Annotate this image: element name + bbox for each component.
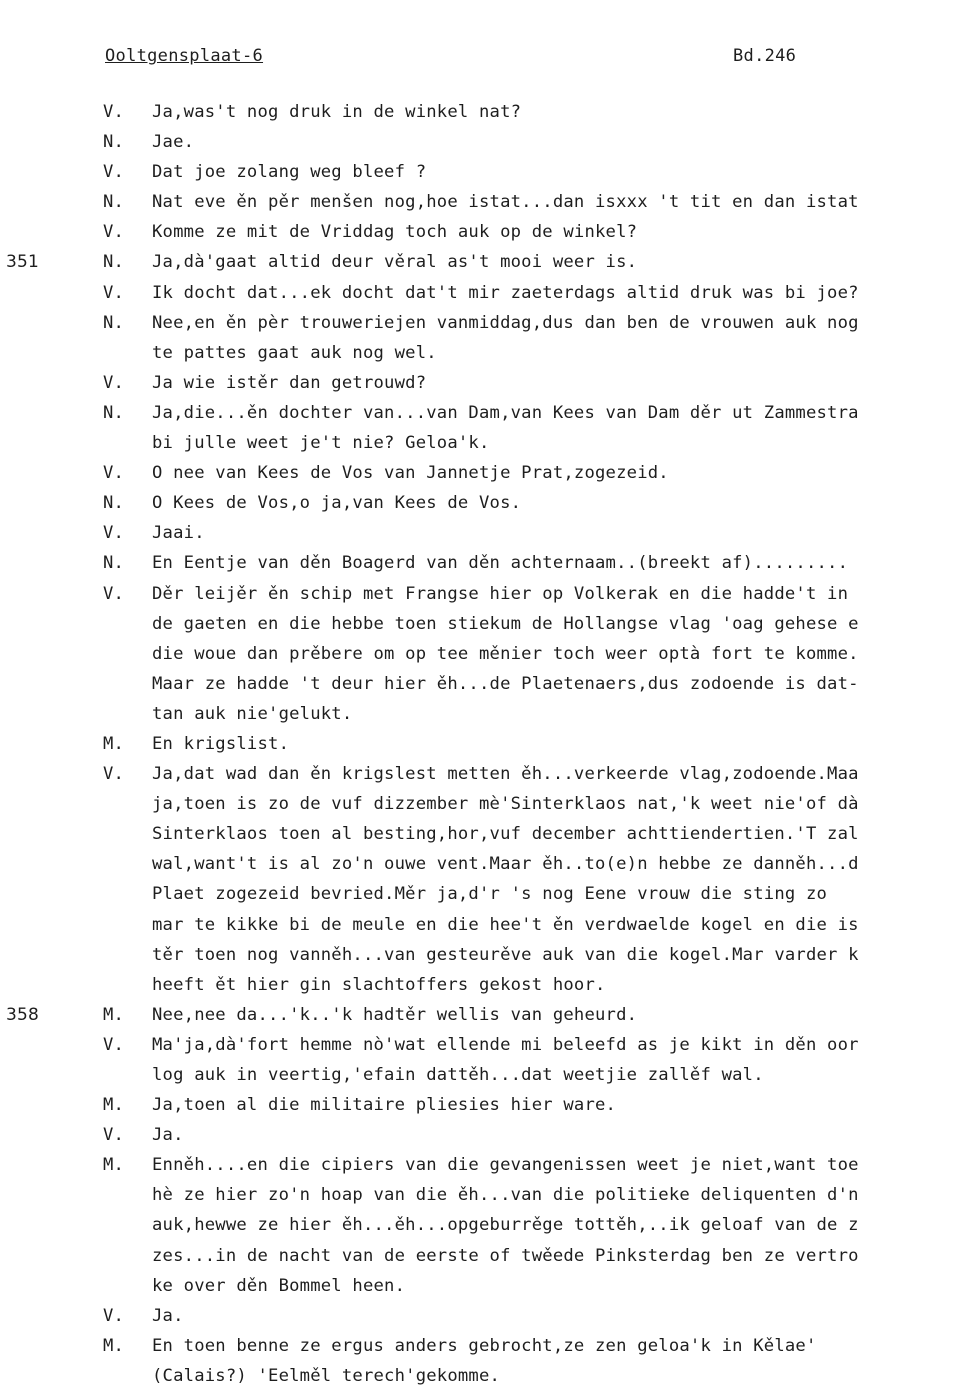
transcript-line bbox=[0, 488, 979, 518]
line-text: ja,toen is zo de vuf dizzember mè'Sinterklaos nat,'k weet nie'of dà bbox=[152, 794, 859, 815]
line-text: log auk in veertig,'efain dattěh...dat weetjie zallěf wal. bbox=[152, 1065, 764, 1085]
line-text: Děr leijěr ěn schip met Frangse hier op Volkerak en die hadde't in bbox=[152, 583, 849, 604]
transcript-line bbox=[0, 699, 979, 729]
transcript-line bbox=[0, 278, 979, 308]
transcript-line bbox=[0, 1180, 979, 1210]
transcript-line bbox=[0, 849, 979, 879]
transcript-line bbox=[0, 1060, 979, 1090]
line-text: Nat eve ěn pěr menšen nog,hoe istat...dan isxxx 't tit en dan istat bbox=[152, 192, 859, 213]
speaker-label: V. bbox=[103, 372, 125, 393]
speaker-label: V. bbox=[103, 1034, 125, 1055]
transcript-line bbox=[0, 879, 979, 909]
transcript-line bbox=[0, 1210, 979, 1240]
line-text: bi julle weet je't nie? Geloa'k. bbox=[152, 433, 490, 454]
transcript-line bbox=[0, 458, 979, 488]
line-text: Ja,toen al die militaire pliesies hier ware. bbox=[152, 1095, 617, 1116]
transcript-line bbox=[0, 157, 979, 187]
speaker-label: M. bbox=[103, 1335, 125, 1356]
transcript-line bbox=[0, 1120, 979, 1150]
line-text: Maar ze hadde 't deur hier ěh...de Plaetenaers,dus zodoende is dat- bbox=[152, 673, 859, 694]
speaker-label: M. bbox=[103, 1004, 125, 1025]
line-text: zes...in de nacht van de eerste of twěede Pinksterdag ben ze vertro bbox=[152, 1245, 859, 1266]
transcript-line bbox=[0, 759, 979, 789]
line-text: de gaeten en die hebbe toen stiekum de Hollangse vlag 'oag gehese e bbox=[152, 613, 859, 634]
transcript-line bbox=[0, 1000, 979, 1030]
transcript-line bbox=[0, 1090, 979, 1120]
line-text: Ja,die...ěn dochter van...van Dam,van Kees van Dam děr ut Zammestra bbox=[152, 402, 859, 423]
line-text: En krigslist. bbox=[152, 733, 290, 754]
line-text: tan auk nie'gelukt. bbox=[152, 703, 353, 724]
speaker-label: M. bbox=[103, 1155, 125, 1176]
transcript-line bbox=[0, 548, 979, 578]
transcript-line bbox=[0, 639, 979, 669]
document-title: Ooltgensplaat-6 bbox=[105, 46, 264, 66]
line-text: Ja wie istěr dan getrouwd? bbox=[152, 372, 427, 393]
transcript-line bbox=[0, 518, 979, 548]
speaker-label: V. bbox=[103, 1125, 125, 1146]
line-text: Plaet zogezeid bevried.Měr ja,d'r 's nog Eene vrouw die sting zo bbox=[152, 884, 828, 905]
speaker-label: M. bbox=[103, 733, 125, 754]
line-text: Ja. bbox=[152, 1125, 184, 1146]
line-text: Enněh....en die cipiers van die gevangenissen weet je niet,want toe bbox=[152, 1155, 859, 1176]
line-text: Jaai. bbox=[152, 523, 205, 544]
line-text: te pattes gaat auk nog wel. bbox=[152, 342, 437, 363]
line-text: hè ze hier zo'n hoap van die ěh...van die politieke deliquenten d'n bbox=[152, 1185, 859, 1206]
speaker-label: V. bbox=[103, 282, 125, 303]
transcript-line bbox=[0, 970, 979, 1000]
line-text: Ja,was't nog druk in de winkel nat? bbox=[152, 102, 522, 122]
line-text: Ja. bbox=[152, 1305, 184, 1326]
speaker-label: N. bbox=[103, 402, 125, 423]
margin-number: 351 bbox=[6, 252, 40, 273]
line-text: Nee,nee da...'k..'k hadtěr wellis van geheurd. bbox=[152, 1004, 638, 1025]
transcript-line bbox=[0, 669, 979, 699]
transcript-line bbox=[0, 1241, 979, 1271]
speaker-label: V. bbox=[103, 102, 125, 122]
speaker-label: N. bbox=[103, 252, 125, 273]
transcript-line bbox=[0, 1301, 979, 1331]
line-text: ke over děn Bommel heen. bbox=[152, 1275, 406, 1296]
transcript-line bbox=[0, 428, 979, 458]
transcript-line bbox=[0, 1271, 979, 1301]
line-text: En toen benne ze ergus anders gebrocht,ze zen geloa'k in Kělae' bbox=[152, 1335, 817, 1356]
line-text: auk,hewwe ze hier ěh...ěh...opgeburrěge tottěh,..ik geloaf van de z bbox=[152, 1215, 859, 1236]
speaker-label: N. bbox=[103, 312, 125, 333]
speaker-label: N. bbox=[103, 553, 125, 574]
line-text: O nee van Kees de Vos van Jannetje Prat,zogezeid. bbox=[152, 463, 669, 484]
line-text: Ma'ja,dà'fort hemme nò'wat ellende mi beleefd as je kikt in děn oor bbox=[152, 1034, 859, 1055]
line-text: Ik docht dat...ek docht dat't mir zaeterdags altid druk was bi joe? bbox=[152, 282, 859, 303]
transcript-line bbox=[0, 1150, 979, 1180]
transcript-line bbox=[0, 217, 979, 247]
transcript-line bbox=[0, 127, 979, 157]
speaker-label: V. bbox=[103, 583, 125, 604]
line-text: wal,want't is al zo'n ouwe vent.Maar ěh..to(e)n hebbe ze danněh...d bbox=[152, 854, 859, 875]
transcript-lines bbox=[0, 97, 979, 1391]
transcript-line bbox=[0, 368, 979, 398]
line-text: Nee,en ěn pèr trouweriejen vanmiddag,dus dan ben de vrouwen auk nog bbox=[152, 312, 859, 333]
margin-number: 358 bbox=[6, 1004, 40, 1025]
line-text: heeft ět hier gin slachtoffers gekost hoor. bbox=[152, 974, 606, 995]
speaker-label: V. bbox=[103, 1305, 125, 1326]
transcript-line bbox=[0, 308, 979, 338]
transcript-line bbox=[0, 819, 979, 849]
transcript-line bbox=[0, 910, 979, 940]
speaker-label: M. bbox=[103, 1095, 125, 1116]
transcript-line bbox=[0, 940, 979, 970]
transcript-line bbox=[0, 789, 979, 819]
speaker-label: V. bbox=[103, 222, 125, 243]
line-text: Ja,dat wad dan ěn krigslest metten ěh...verkeerde vlag,zodoende.Maa bbox=[152, 764, 859, 785]
line-text: Ja,dà'gaat altid deur věral as't mooi weer is. bbox=[152, 252, 638, 273]
speaker-label: N. bbox=[103, 132, 125, 153]
transcript-line bbox=[0, 1361, 979, 1391]
transcript-line bbox=[0, 338, 979, 368]
line-text: Jae. bbox=[152, 132, 195, 153]
transcript-line bbox=[0, 97, 979, 127]
line-text: die woue dan prěbere om op tee měnier toch weer optà fort te komme. bbox=[152, 643, 859, 664]
speaker-label: V. bbox=[103, 463, 125, 484]
transcript-line bbox=[0, 247, 979, 277]
transcript-line bbox=[0, 729, 979, 759]
speaker-label: V. bbox=[103, 764, 125, 785]
page-number: Bd.246 bbox=[733, 46, 797, 66]
transcript-line bbox=[0, 1331, 979, 1361]
line-text: Sinterklaos toen al besting,hor,vuf december achttiendertien.'T zal bbox=[152, 824, 859, 845]
transcript-line bbox=[0, 1030, 979, 1060]
line-text: mar te kikke bi de meule en die hee't ěn verdwaelde kogel en die is bbox=[152, 914, 859, 935]
transcript-line bbox=[0, 609, 979, 639]
line-text: Dat joe zolang weg bleef ? bbox=[152, 162, 427, 183]
line-text: těr toen nog vanněh...van gesteurěve auk van die kogel.Mar varder k bbox=[152, 944, 859, 965]
speaker-label: N. bbox=[103, 493, 125, 514]
speaker-label: N. bbox=[103, 192, 125, 213]
transcript-line bbox=[0, 398, 979, 428]
transcript-line bbox=[0, 187, 979, 217]
transcript-line bbox=[0, 579, 979, 609]
line-text: O Kees de Vos,o ja,van Kees de Vos. bbox=[152, 493, 522, 514]
speaker-label: V. bbox=[103, 523, 125, 544]
line-text: En Eentje van děn Boagerd van děn achternaam..(breekt af)......... bbox=[152, 553, 849, 574]
line-text: (Calais?) 'Eelměl terech'gekomme. bbox=[152, 1365, 501, 1386]
speaker-label: V. bbox=[103, 162, 125, 183]
line-text: Komme ze mit de Vriddag toch auk op de winkel? bbox=[152, 222, 638, 243]
